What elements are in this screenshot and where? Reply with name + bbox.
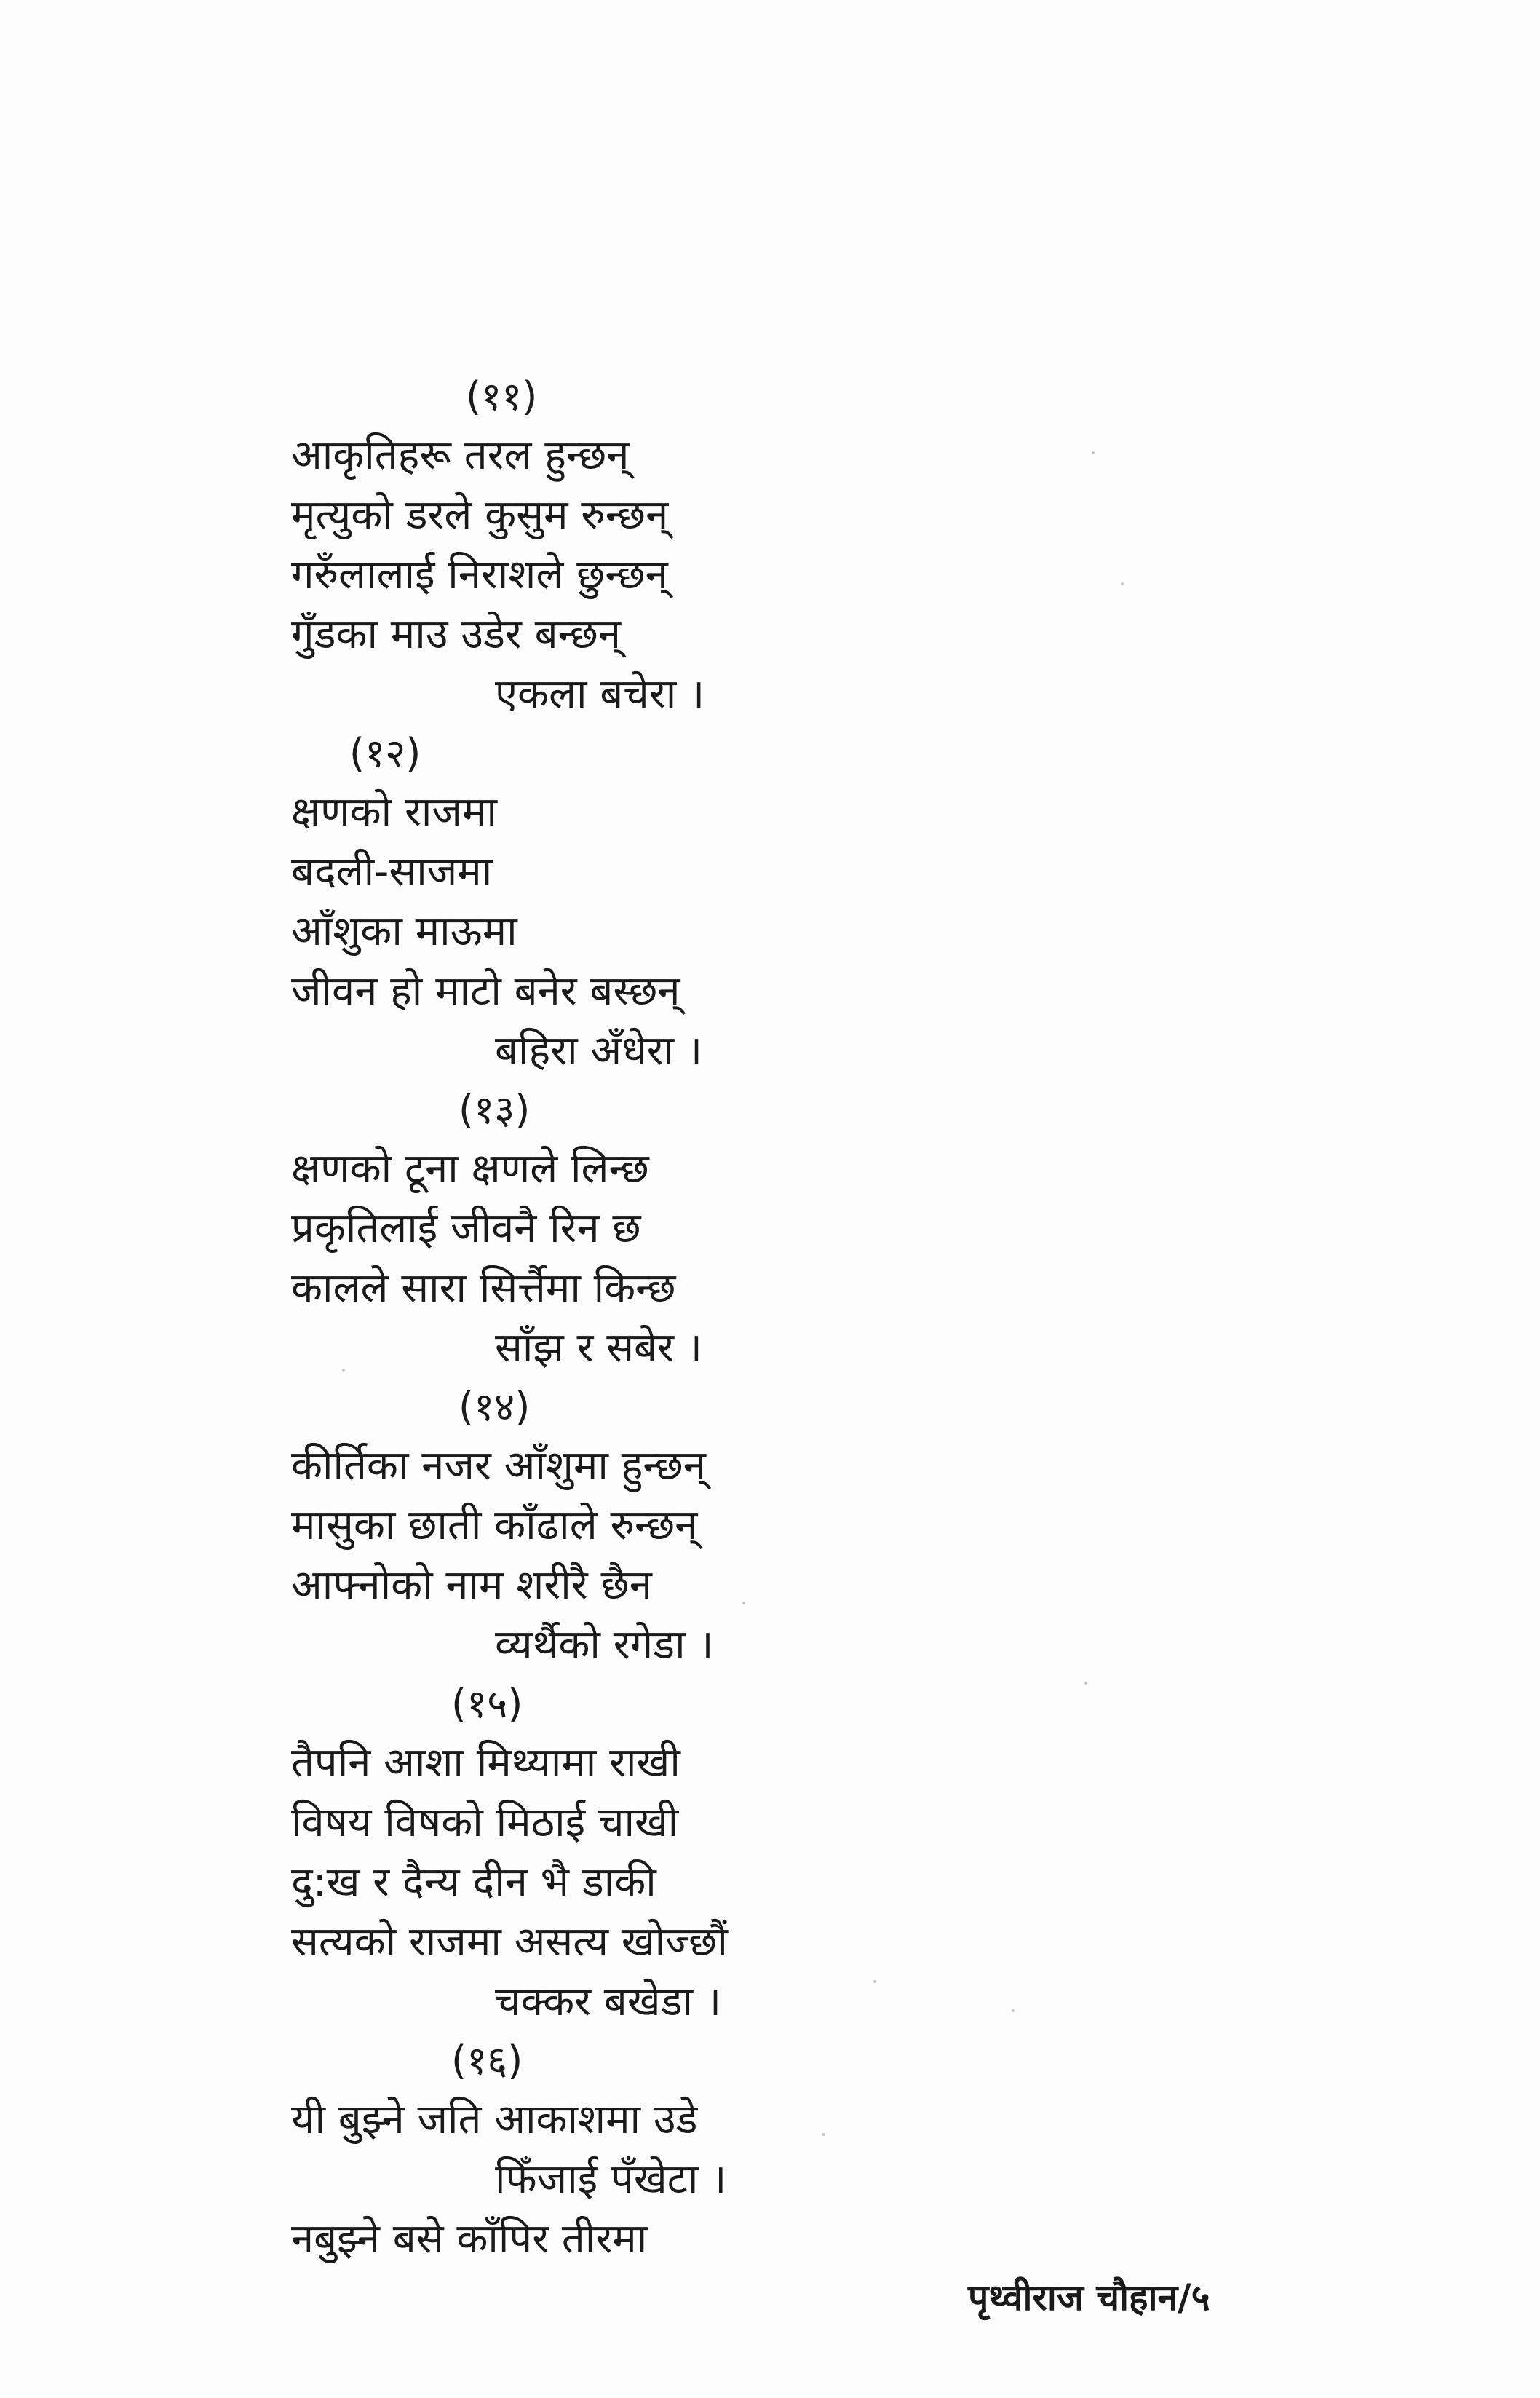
poem-line: कीर्तिका नजर आँशुमा हुन्छन् xyxy=(291,1442,706,1489)
stanza-14 xyxy=(291,1378,946,1675)
scan-speck xyxy=(1121,582,1124,585)
poem-refrain: चक्कर बखेडा । xyxy=(495,1978,722,2025)
stanza-11 xyxy=(291,368,946,724)
poem-line: जीवन हो माटो बनेर बस्छन् xyxy=(291,967,680,1015)
poem-line: मृत्युको डरले कुसुम रुन्छन् xyxy=(291,491,669,539)
scan-speck xyxy=(1092,451,1095,454)
poem-line: प्रकृतिलाई जीवनै रिन छ xyxy=(291,1205,641,1252)
poem-refrain: फिँजाई पँखेटा । xyxy=(495,2156,727,2203)
poem-line: आफ्नोको नाम शरीरै छैन xyxy=(291,1562,652,1609)
poem-line: क्षणको टूना क्षणले लिन्छ xyxy=(291,1145,649,1192)
poem-line: आकृतिहरू तरल हुन्छन् xyxy=(291,432,630,479)
poem-line: गरुँलालाई निराशले छुन्छन् xyxy=(291,551,668,598)
poem-line: तैपनि आशा मिथ्यामा राखी xyxy=(291,1739,680,1786)
poem-line: क्षणको राजमा xyxy=(291,788,497,836)
stanza-15 xyxy=(291,1675,946,2032)
poem-line: यी बुझ्ने जति आकाशमा उडे xyxy=(291,2096,698,2143)
poem-line: कालले सारा सिर्त्तैमा किन्छ xyxy=(291,1265,676,1312)
scan-speck xyxy=(873,1980,876,1983)
poem-refrain: बहिरा अँधेरा । xyxy=(495,1027,703,1075)
poem-refrain: साँझ र सबेर । xyxy=(495,1324,702,1372)
scan-speck xyxy=(1012,2009,1015,2012)
stanza-13 xyxy=(291,1081,946,1378)
poem-refrain: व्यर्थैको रगेडा । xyxy=(495,1621,714,1669)
stanza-number: (१२) xyxy=(349,730,421,776)
poem-line: दु:ख र दैन्य दीन भै डाकी xyxy=(291,1859,656,1906)
scan-speck xyxy=(822,2133,825,2136)
poem xyxy=(291,368,946,2269)
poem-line: मासुका छाती काँढाले रुन्छन् xyxy=(291,1502,698,1549)
scan-speck xyxy=(342,1369,345,1372)
poem-line: आँशुका माऊमा xyxy=(291,908,517,955)
poem-line: गुँडका माउ उडेर बन्छन् xyxy=(291,611,621,658)
poem-line: विषय विषको मिठाई चाखी xyxy=(291,1799,679,1846)
scan-speck xyxy=(742,1602,745,1604)
scan-speck xyxy=(1084,1682,1087,1685)
stanza-12 xyxy=(291,724,946,1081)
poem-refrain: एकला बचेरा । xyxy=(495,670,705,718)
page-footer: पृथ्वीराज चौहान/५ xyxy=(968,2276,1210,2319)
stanza-number: (११) xyxy=(466,373,538,419)
stanza-number: (१५) xyxy=(451,1681,523,1727)
stanza-number: (१३) xyxy=(459,1087,531,1133)
poem-line: सत्यको राजमा असत्य खोज्छौं xyxy=(291,1918,728,1966)
poem-line: बदली-साजमा xyxy=(291,848,493,895)
stanza-16 xyxy=(291,2032,946,2269)
stanza-number: (१४) xyxy=(459,1384,531,1430)
stanza-number: (१६) xyxy=(451,2038,523,2084)
poem-line: नबुझ्ने बसे काँपिर तीरमा xyxy=(291,2215,648,2263)
